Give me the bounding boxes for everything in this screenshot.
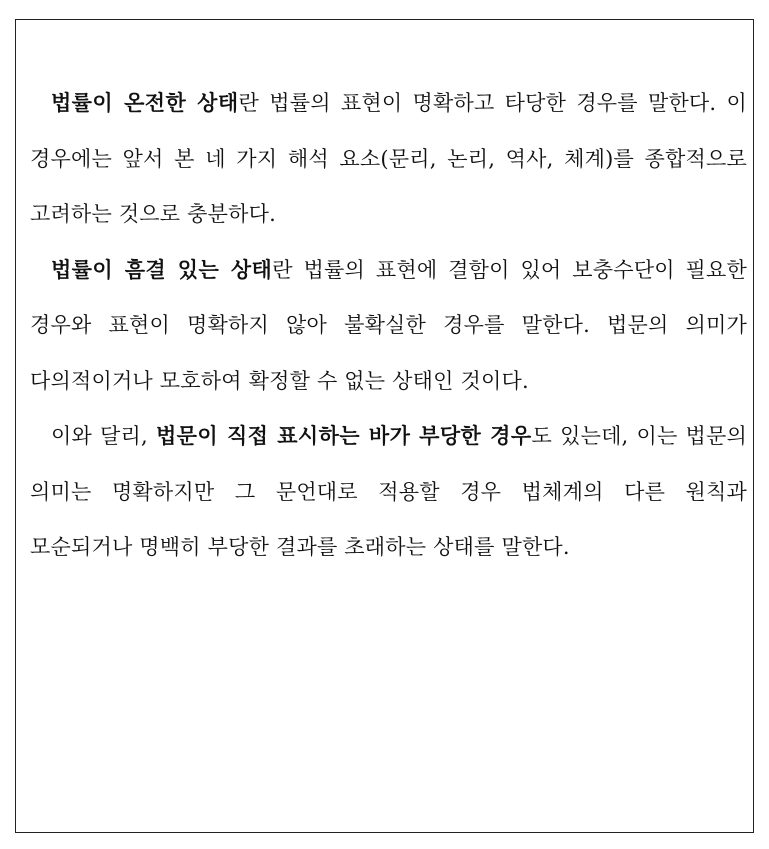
paragraph-body: 란 법률의 표현에 결함이 있어 보충수단이 필요한 경우와 표현이 명확하지 않아 불확실한 경우를 말한다. 법문의 의미가 다의적이거나 모호하여 확정할 수 없는 상태인 것이다. xyxy=(30,257,747,393)
paragraph-unjust-text xyxy=(30,409,747,576)
text-box xyxy=(15,19,754,833)
paragraph-intact-law xyxy=(30,76,747,243)
paragraph-deficient-law xyxy=(30,243,747,410)
paragraph-lead: 이와 달리, xyxy=(51,424,156,448)
term-unjust-text: 법문이 직접 표시하는 바가 부당한 경우 xyxy=(155,424,532,448)
paragraph-body: 란 법률의 표현이 명확하고 타당한 경우를 말한다. 이 경우에는 앞서 본 네 가지 해석 요소(문리, 논리, 역사, 체계)를 종합적으로 고려하는 것으로 충분하다. xyxy=(30,91,747,226)
paragraph-body: 도 있는데, 이는 법문의 의미는 명확하지만 그 문언대로 적용할 경우 법체계의 다른 원칙과 모순되거나 명백히 부당한 결과를 초래하는 상태를 말한다. xyxy=(30,424,748,559)
term-intact-law: 법률이 온전한 상태 xyxy=(51,91,239,115)
term-deficient-law: 법률이 흠결 있는 상태 xyxy=(51,257,273,282)
